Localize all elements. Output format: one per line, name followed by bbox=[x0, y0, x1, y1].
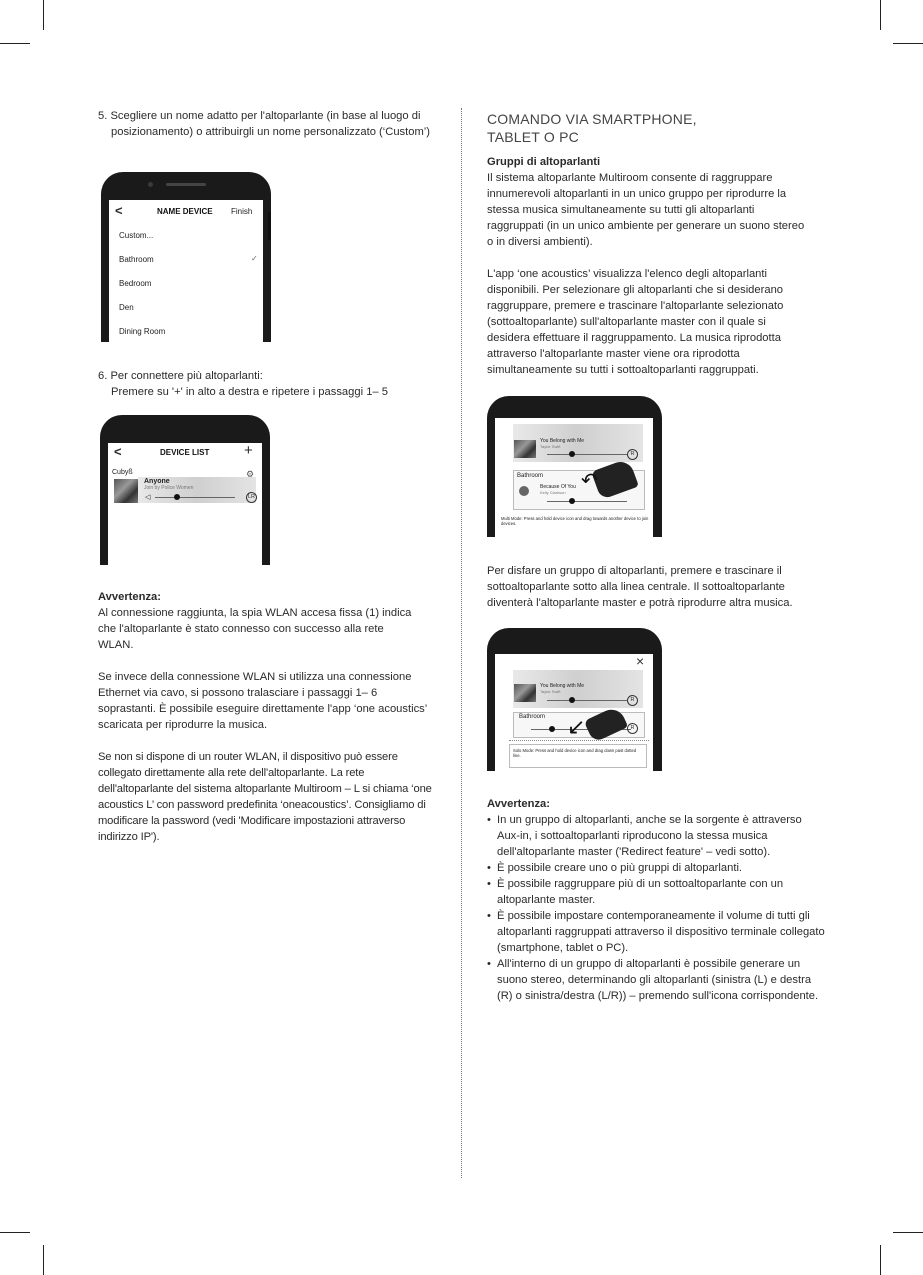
footer-hint: Multi Mode: Press and hold device icon and drag towards another device to join devices. bbox=[501, 516, 649, 526]
footer-hint: Solo Mode: Press and hold device icon and drag down past dotted line. bbox=[513, 748, 637, 758]
track-title: Because Of You bbox=[540, 484, 576, 490]
screen-title: DEVICE LIST bbox=[160, 448, 210, 457]
crop-mark bbox=[893, 43, 923, 44]
plus-icon[interactable]: + bbox=[244, 443, 253, 459]
screen-title: NAME DEVICE bbox=[157, 207, 213, 216]
drag-arrow-icon: ↶ bbox=[581, 470, 598, 492]
avatar bbox=[519, 486, 529, 496]
phone-device-list bbox=[100, 415, 270, 565]
volume-slider[interactable] bbox=[547, 454, 627, 455]
step-6-line2: Premere su '+' in alto a destra e ripetere i passaggi 1– 5 bbox=[111, 386, 388, 398]
column-divider bbox=[461, 108, 462, 1178]
list-item: • In un gruppo di altoparlanti, anche se la sorgente è attraverso Aux-in, i sottoaltoparlanti riproducono la stessa musica dell'altoparlante master ('Redirect feature' – vedi sotto). bbox=[487, 812, 825, 860]
left-column bbox=[98, 108, 443, 140]
volume-slider[interactable] bbox=[547, 700, 627, 701]
heading-line-1: COMANDO VIA SMARTPHONE, bbox=[487, 111, 697, 127]
paragraph-groups: Il sistema altoparlante Multiroom consente di raggruppare innumerevoli altoparlanti in un unico gruppo per riprodurre la stessa musica simultaneamente su tutti gli altoparlanti raggruppati (in un unico ambiente per generare un suono stereo o in diversi ambienti). bbox=[487, 172, 805, 248]
volume-icon: ◁ bbox=[145, 494, 151, 501]
step-6-line1: 6. Per connettere più altoparlanti: bbox=[98, 370, 263, 382]
screen bbox=[109, 200, 263, 342]
crop-mark bbox=[880, 0, 881, 30]
front-camera bbox=[148, 182, 153, 187]
volume-knob[interactable] bbox=[569, 451, 575, 457]
crop-mark bbox=[893, 1232, 923, 1233]
paragraph-ungroup: Per disfare un gruppo di altoparlanti, premere e trascinare il sottoaltoparlante sotto alla linea centrale. Il sottoaltoparlante diventerà l'altoparlante master e potrà riprodurre altra musica. bbox=[487, 565, 793, 609]
room-name: Bathroom bbox=[519, 714, 546, 720]
volume-knob[interactable] bbox=[174, 494, 180, 500]
earpiece bbox=[166, 183, 206, 186]
track-artist: Kelly Clarkson bbox=[540, 490, 566, 495]
left-notes bbox=[98, 589, 443, 845]
side-button bbox=[268, 212, 271, 240]
stereo-badge[interactable]: R bbox=[627, 695, 638, 706]
album-art bbox=[514, 440, 536, 458]
volume-knob[interactable] bbox=[569, 697, 575, 703]
volume-slider[interactable] bbox=[547, 501, 627, 502]
list-item: • È possibile creare uno o più gruppi di altoparlanti. bbox=[487, 860, 825, 876]
paragraph-ethernet: Se invece della connessione WLAN si utilizza una connessione Ethernet via cavo, si possono tralasciare i passaggi 1– 6 soprastanti. È possibile eseguire direttamente l'app ‘one acoustics’ scaricata per riprodurre la musica. bbox=[98, 671, 427, 731]
album-art bbox=[114, 479, 138, 503]
warning-body: Al connessione raggiunta, la spia WLAN accesa fissa (1) indica che l'altoparlante è stato connesso con successo alla rete WLAN. bbox=[98, 607, 412, 651]
right-ungroup-text bbox=[487, 563, 832, 611]
track-artist: Taylor Swift bbox=[540, 444, 561, 449]
track-title: You Belong with Me bbox=[540, 438, 585, 444]
list-item[interactable]: Custom... bbox=[119, 231, 154, 240]
volume-slider[interactable] bbox=[155, 497, 235, 498]
album-art bbox=[514, 684, 536, 702]
list-item[interactable]: Bathroom bbox=[119, 255, 154, 264]
step-6-block bbox=[98, 368, 443, 400]
check-icon: ✓ bbox=[251, 254, 258, 263]
room-name: Bathroom bbox=[517, 473, 544, 479]
screen bbox=[495, 654, 653, 771]
stereo-badge[interactable]: LR bbox=[246, 492, 257, 503]
list-item[interactable]: Den bbox=[119, 303, 134, 312]
volume-knob[interactable] bbox=[549, 726, 555, 732]
heading-line-2: TABLET O PC bbox=[487, 129, 579, 145]
stereo-badge[interactable]: R bbox=[627, 449, 638, 460]
track-title: You Belong with Me bbox=[540, 683, 585, 689]
crop-mark bbox=[0, 1232, 30, 1233]
paragraph-direct-connection: Se non si dispone di un router WLAN, il dispositivo può essere collegato direttamente alla rete dell'altoparlante. La rete dell'altoparlante del sistema altoparlante Multiroom – L si chiama ‘one acoustics L’ con password predefinita ‘oneacoustics’. Consigliamo di modificare la password (vedi 'Modificare impostazioni attraverso indirizzo IP'). bbox=[98, 751, 432, 843]
gear-icon[interactable]: ⚙ bbox=[246, 469, 255, 479]
phone-name-device bbox=[101, 172, 271, 342]
dotted-line bbox=[509, 740, 649, 741]
paragraph-app: L'app ‘one acoustics’ visualizza l'elenco degli altoparlanti disponibili. Per selezionare gli altoparlanti che si desiderano raggruppare, premere e trascinare l'altoparlante selezionato (sottoaltoparlante) sull'altoparlante master con il quale si desidera effettuare il raggruppamento. La musica riprodotta attraverso l'altoparlante master viene ora riprodotta simultaneamente su tutti i sottoaltoparlanti raggruppati. bbox=[487, 268, 784, 376]
list-item: • È possibile impostare contemporaneamente il volume di tutti gli altoparlanti raggruppati attraverso il dispositivo terminale collegato (smartphone, tablet o PC). bbox=[487, 908, 827, 956]
track-artist: Join by Police Women bbox=[144, 485, 194, 491]
close-icon[interactable]: × bbox=[636, 654, 645, 669]
list-item: • È possibile raggruppare più di un sottoaltoparlante con un altoparlante master. bbox=[487, 876, 807, 908]
right-notes bbox=[487, 796, 832, 1004]
subheading: Gruppi di altoparlanti bbox=[487, 156, 601, 168]
track-artist: Taylor Swift bbox=[540, 689, 561, 694]
crop-mark bbox=[43, 0, 44, 30]
phone-solo-mode bbox=[487, 628, 662, 771]
warning-list bbox=[487, 812, 825, 1004]
screen bbox=[495, 418, 653, 537]
section-heading bbox=[487, 110, 832, 146]
list-item[interactable]: Bedroom bbox=[119, 279, 152, 288]
volume-knob[interactable] bbox=[569, 498, 575, 504]
back-icon[interactable]: < bbox=[115, 203, 123, 218]
track-title: Anyone bbox=[144, 478, 170, 485]
back-icon[interactable]: < bbox=[114, 444, 122, 459]
group-name: Cubyß bbox=[112, 469, 133, 476]
crop-mark bbox=[880, 1245, 881, 1275]
list-item[interactable]: Dining Room bbox=[119, 327, 166, 336]
right-column bbox=[487, 110, 832, 378]
crop-mark bbox=[0, 43, 30, 44]
crop-mark bbox=[43, 1245, 44, 1275]
screen bbox=[108, 443, 262, 565]
finish-button[interactable]: Finish bbox=[231, 207, 253, 216]
list-item: • All'interno di un gruppo di altoparlanti è possibile generare un suono stereo, determinando gli altoparlanti (sinistra (L) e destra (R) o sinistra/destra (L/R)) – premendo sull'icona corrispondente. bbox=[487, 956, 825, 1004]
step-5: 5. Scegliere un nome adatto per l'altoparlante (in base al luogo di posizionamento) o attribuirgli un nome personalizzato (‘Custom’) bbox=[98, 110, 430, 138]
phone-multi-mode bbox=[487, 396, 662, 537]
stereo-badge[interactable]: R bbox=[627, 723, 638, 734]
drag-arrow-icon: ↙ bbox=[567, 714, 586, 739]
warning-title: Avvertenza: bbox=[487, 798, 551, 810]
warning-title: Avvertenza: bbox=[98, 591, 162, 603]
